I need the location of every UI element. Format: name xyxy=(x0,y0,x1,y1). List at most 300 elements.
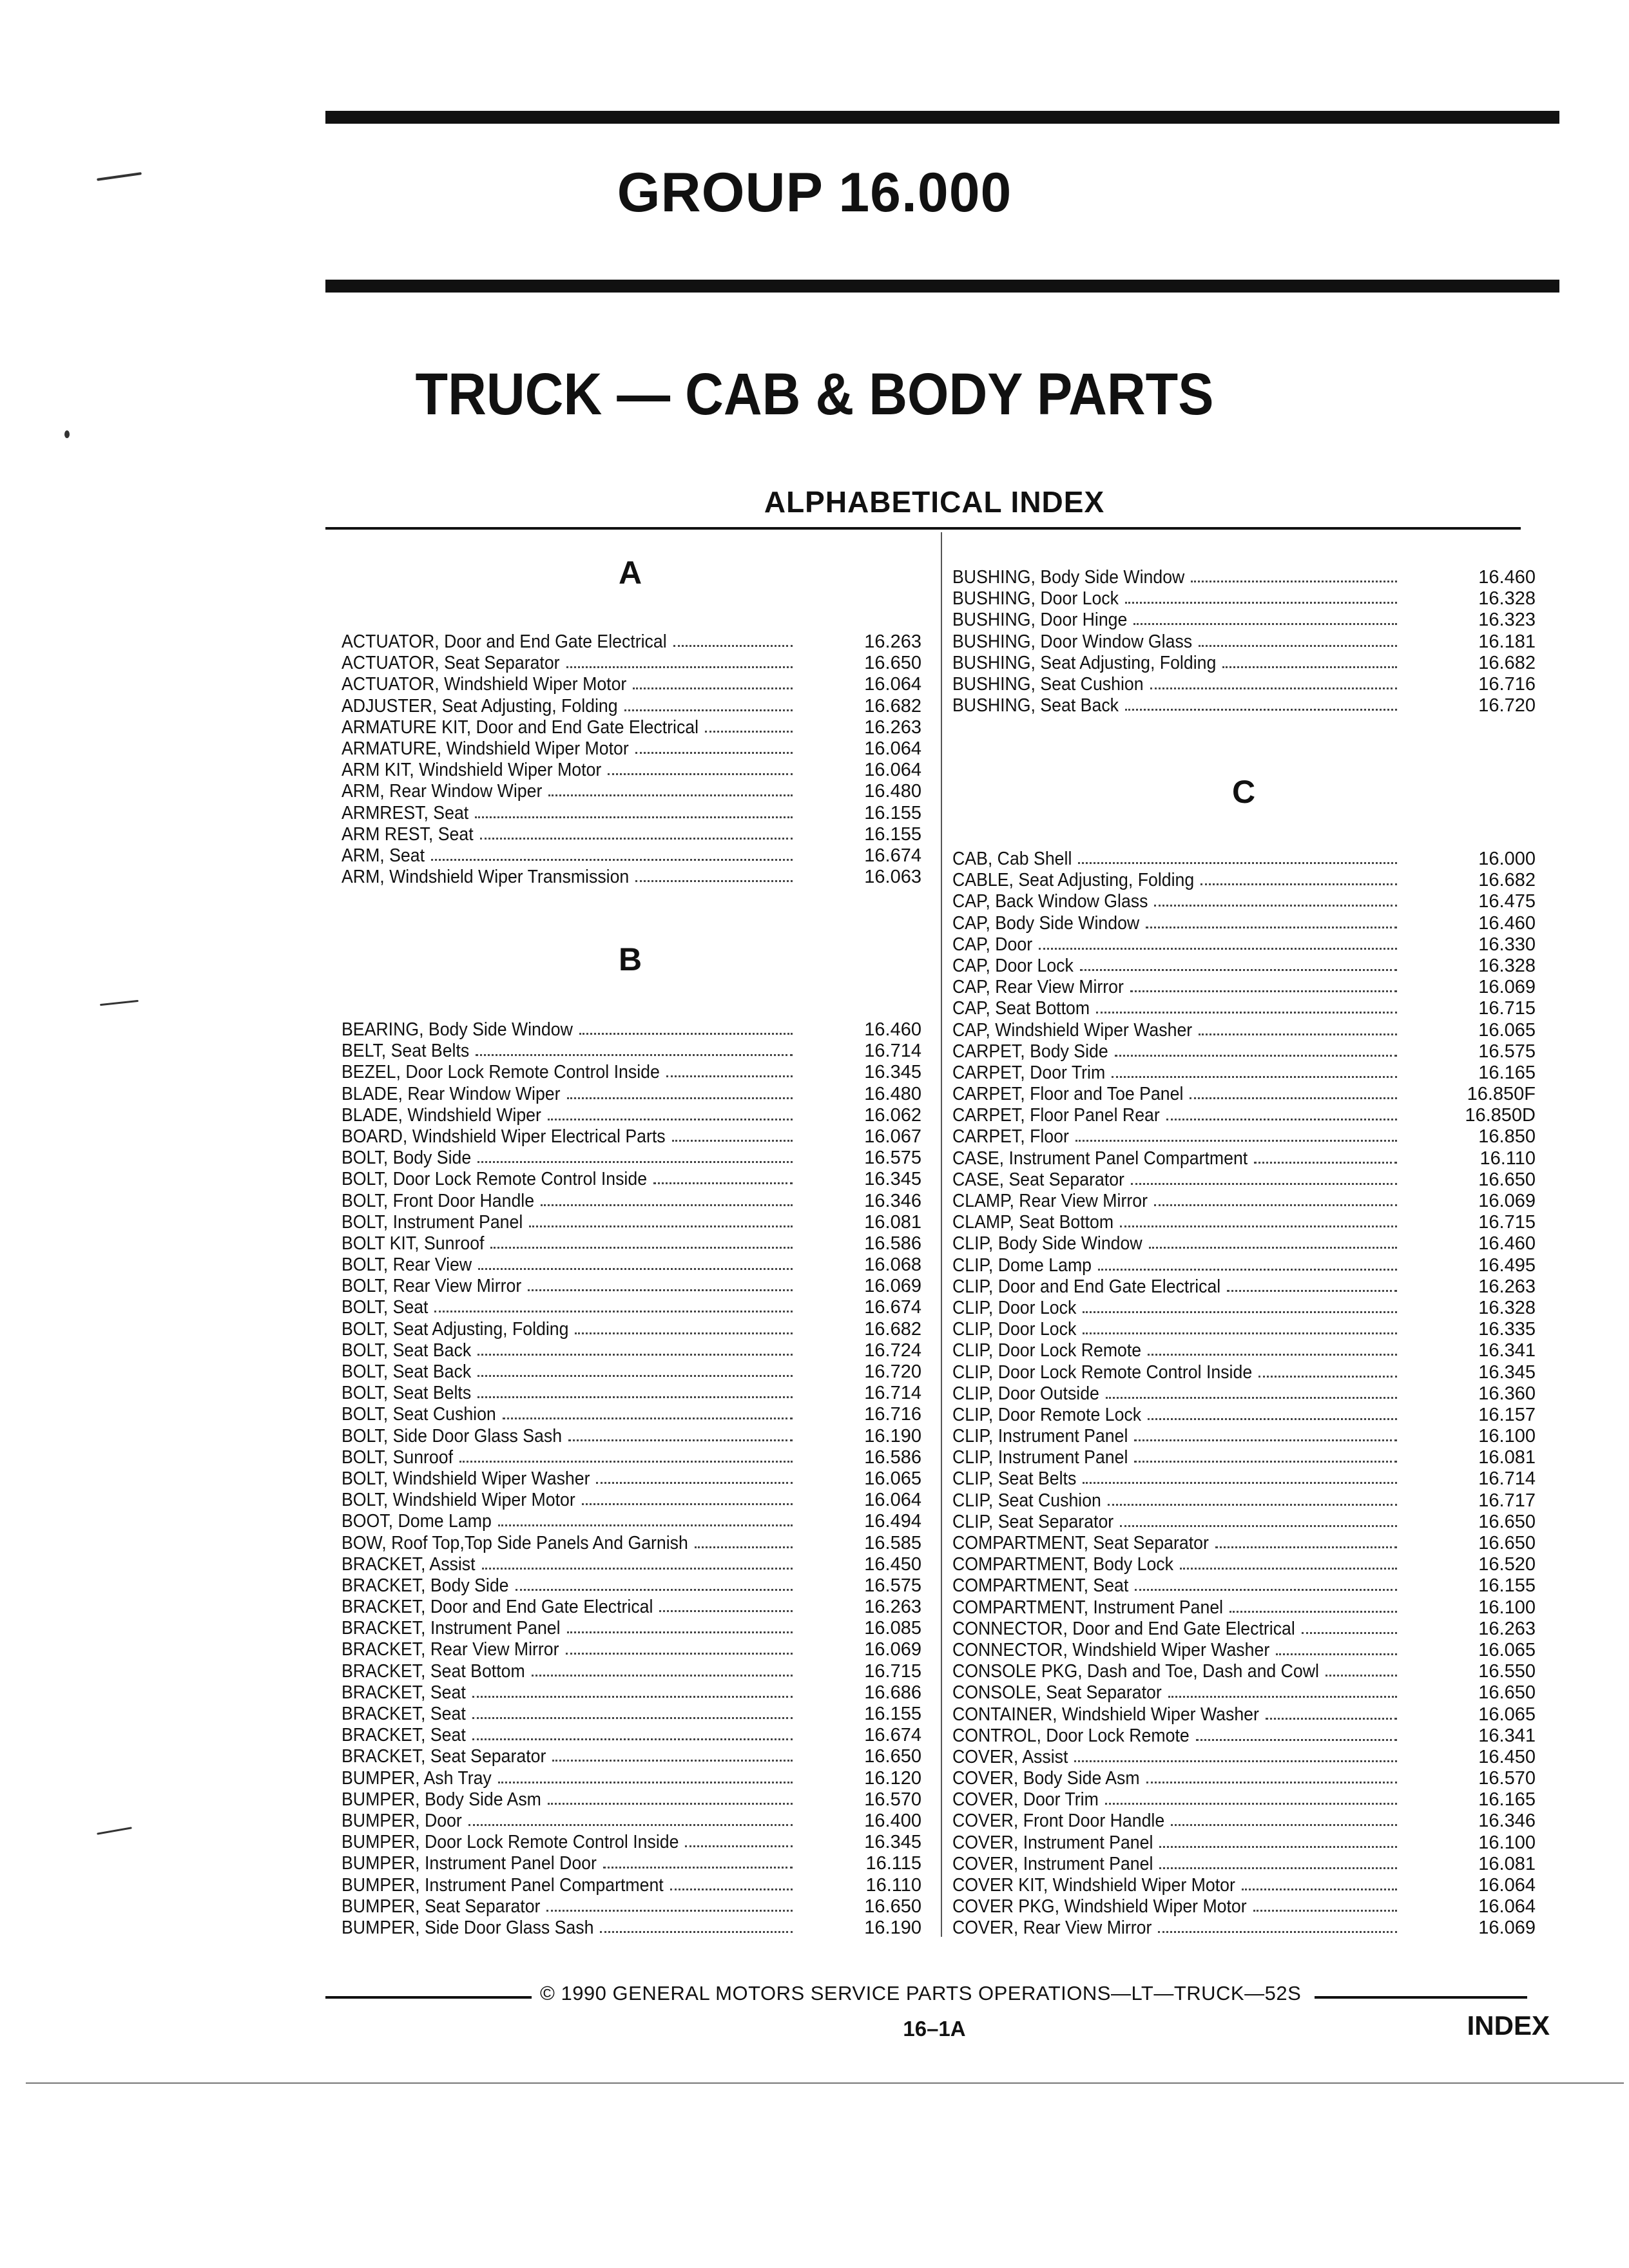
index-entry-page: 16.575 xyxy=(1478,1041,1536,1062)
index-entry xyxy=(952,1619,1536,1640)
index-entry-term: CLIP, Dome Lamp xyxy=(952,1254,1092,1276)
index-entry-term: BUMPER, Door xyxy=(342,1810,462,1831)
index-entry-term: ARM, Seat xyxy=(342,845,425,866)
dot-leader xyxy=(476,1054,793,1056)
dot-leader xyxy=(1149,1247,1397,1249)
index-entry-page: 16.335 xyxy=(1478,1319,1536,1340)
dot-leader xyxy=(478,1268,793,1270)
index-entry-term: ARMATURE, Windshield Wiper Motor xyxy=(342,738,629,759)
index-entry-term: BOLT, Body Side xyxy=(342,1148,472,1169)
index-entry-term: BOLT, Door Lock Remote Control Inside xyxy=(342,1169,648,1190)
index-entry-page: 16.328 xyxy=(1478,588,1536,610)
dot-leader xyxy=(673,645,793,647)
dot-leader xyxy=(477,1161,793,1163)
index-entry xyxy=(952,1533,1536,1554)
index-entry xyxy=(342,1725,921,1746)
dot-leader xyxy=(1131,1183,1397,1185)
dot-leader xyxy=(566,1653,793,1655)
index-entry-term: BUSHING, Seat Back xyxy=(952,695,1119,716)
index-entry-page: 16.000 xyxy=(1478,849,1536,869)
index-entry-term: COVER PKG, Windshield Wiper Motor xyxy=(952,1896,1247,1917)
index-entry-page: 16.674 xyxy=(864,1725,921,1746)
index-entry xyxy=(952,1554,1536,1575)
index-entry-term: CAP, Door xyxy=(952,934,1033,955)
footer-rule-right xyxy=(1315,1996,1527,1999)
index-entry-term: CARPET, Floor xyxy=(952,1126,1069,1148)
dot-leader xyxy=(1148,1354,1397,1356)
index-entry-page: 16.650 xyxy=(1478,1533,1536,1553)
index-entry-term: BUSHING, Seat Adjusting, Folding xyxy=(952,652,1217,673)
index-entry-page: 16.520 xyxy=(1478,1554,1536,1575)
index-entry-page: 16.345 xyxy=(864,1062,921,1083)
index-entry-term: BUMPER, Ash Tray xyxy=(342,1767,492,1789)
index-entry-term: BOLT, Seat xyxy=(342,1297,429,1318)
index-entry-term: BUMPER, Instrument Panel Door xyxy=(342,1853,597,1874)
index-entry-term: CLAMP, Seat Bottom xyxy=(952,1212,1114,1233)
index-entry-term: BRACKET, Door and End Gate Electrical xyxy=(342,1597,653,1618)
index-entry xyxy=(952,1768,1536,1789)
dot-leader xyxy=(546,1910,793,1912)
index-entry-term: BLADE, Windshield Wiper xyxy=(342,1104,541,1126)
index-entry xyxy=(952,1917,1536,1939)
dot-leader xyxy=(1039,948,1397,950)
index-entry xyxy=(952,1062,1536,1084)
dot-leader xyxy=(659,1610,793,1612)
index-entry-term: BUMPER, Body Side Asm xyxy=(342,1789,541,1810)
index-entry xyxy=(952,653,1536,674)
index-entry-page: 16.850 xyxy=(1478,1126,1536,1148)
dot-leader xyxy=(1120,1225,1397,1227)
index-entry-term: CAP, Rear View Mirror xyxy=(952,977,1124,998)
index-entry xyxy=(952,1747,1536,1768)
index-entry xyxy=(342,674,921,695)
index-entry-term: BOLT, Seat Cushion xyxy=(342,1404,496,1425)
index-entry xyxy=(342,1062,921,1083)
index-entry xyxy=(952,1704,1536,1725)
index-entry-page: 16.460 xyxy=(1478,1233,1536,1254)
index-entry-term: BELT, Seat Belts xyxy=(342,1041,470,1062)
index-entry-page: 16.715 xyxy=(1478,1212,1536,1233)
index-entry-term: CLIP, Door Remote Lock xyxy=(952,1404,1142,1425)
index-entry xyxy=(952,1811,1536,1832)
index-entry-term: ARM REST, Seat xyxy=(342,823,474,845)
index-entry-page: 16.715 xyxy=(1478,998,1536,1019)
index-entry-term: BUSHING, Seat Cushion xyxy=(952,673,1144,695)
dot-leader xyxy=(477,1354,793,1356)
index-entry xyxy=(342,1447,921,1468)
index-entry-page: 16.064 xyxy=(1478,1875,1536,1896)
group-title: GROUP 16.000 xyxy=(617,162,1012,224)
index-entry-page: 16.682 xyxy=(1478,870,1536,891)
index-entry-term: CLIP, Door Lock Remote Control Inside xyxy=(952,1361,1253,1383)
dot-leader xyxy=(1083,1482,1397,1484)
index-entry xyxy=(952,998,1536,1019)
index-entry-page: 16.674 xyxy=(864,845,921,866)
index-entry-term: COVER, Door Trim xyxy=(952,1789,1099,1811)
dot-leader xyxy=(635,880,793,882)
index-entry-page: 16.330 xyxy=(1478,934,1536,955)
index-entry xyxy=(952,1362,1536,1383)
index-entry xyxy=(342,781,921,802)
index-entry-page: 16.650 xyxy=(864,1746,921,1767)
index-entry xyxy=(952,1148,1536,1169)
index-entry xyxy=(342,631,921,653)
index-entry-term: CLIP, Seat Separator xyxy=(952,1511,1114,1532)
index-entry-term: CAP, Back Window Glass xyxy=(952,891,1148,912)
index-entry-term: BOLT, Side Door Glass Sash xyxy=(342,1425,563,1446)
index-entry xyxy=(952,1447,1536,1468)
index-entry xyxy=(952,913,1536,934)
index-title: ALPHABETICAL INDEX xyxy=(764,485,1105,519)
dot-leader xyxy=(1229,1611,1397,1613)
index-entry xyxy=(952,674,1536,695)
index-entry-page: 16.345 xyxy=(1478,1361,1536,1383)
index-entry xyxy=(342,867,921,888)
index-entry-term: ARMATURE KIT, Door and End Gate Electrical xyxy=(342,716,699,738)
index-entry xyxy=(342,760,921,781)
index-entry-page: 16.720 xyxy=(864,1361,921,1382)
index-entry xyxy=(342,1682,921,1704)
dot-leader xyxy=(475,816,793,818)
index-entry-page: 16.360 xyxy=(1478,1383,1536,1404)
index-entry-page: 16.480 xyxy=(864,781,921,802)
index-entry-term: CARPET, Floor and Toe Panel xyxy=(952,1084,1184,1105)
index-entry-term: CLIP, Door Lock xyxy=(952,1319,1077,1340)
dot-leader xyxy=(1254,1162,1397,1164)
dot-leader xyxy=(1098,1269,1397,1271)
index-entry-page: 16.065 xyxy=(1478,1019,1536,1041)
index-entry xyxy=(952,1340,1536,1361)
dot-leader xyxy=(459,1461,793,1463)
dot-leader xyxy=(1166,1119,1397,1120)
index-entry xyxy=(952,1875,1536,1896)
index-entry-term: BOLT, Seat Back xyxy=(342,1361,472,1382)
dot-leader xyxy=(568,1439,793,1441)
index-entry-term: COMPARTMENT, Body Lock xyxy=(952,1554,1173,1575)
index-entry-page: 16.341 xyxy=(1478,1725,1536,1746)
index-entry-page: 16.724 xyxy=(864,1340,921,1361)
dot-leader xyxy=(1159,1867,1397,1869)
dot-leader xyxy=(603,1867,793,1869)
index-entry xyxy=(342,1212,921,1233)
dot-leader xyxy=(1130,990,1397,992)
dot-leader xyxy=(1133,623,1397,625)
index-entry-page: 16.068 xyxy=(864,1254,921,1276)
index-entry xyxy=(342,1618,921,1639)
dot-leader xyxy=(633,687,793,689)
index-entry-page: 16.341 xyxy=(1478,1340,1536,1361)
index-entry-page: 16.346 xyxy=(864,1190,921,1211)
index-entry-term: ACTUATOR, Seat Separator xyxy=(342,653,560,674)
index-entry xyxy=(342,1811,921,1832)
index-entry-page: 16.064 xyxy=(1478,1896,1536,1917)
footer-rule-left xyxy=(325,1996,532,1999)
index-entry-page: 16.850F xyxy=(1467,1084,1536,1105)
index-entry-page: 16.263 xyxy=(1478,1276,1536,1297)
dot-leader xyxy=(532,1675,793,1677)
index-entry-term: ARMREST, Seat xyxy=(342,802,469,823)
index-entry-page: 16.181 xyxy=(1478,631,1536,652)
index-entry xyxy=(342,1490,921,1511)
index-entry-page: 16.190 xyxy=(864,1425,921,1446)
index-entry-page: 16.065 xyxy=(864,1468,921,1489)
index-entry xyxy=(342,824,921,845)
index-entry xyxy=(952,1383,1536,1405)
dot-leader xyxy=(477,1375,793,1377)
index-entry xyxy=(952,1105,1536,1126)
index-entry-page: 16.157 xyxy=(1478,1404,1536,1425)
index-entry xyxy=(952,934,1536,956)
dot-leader xyxy=(1168,1696,1397,1698)
index-entry xyxy=(342,1661,921,1682)
index-entry xyxy=(342,1019,921,1041)
index-entry xyxy=(342,1704,921,1725)
index-entry-page: 16.165 xyxy=(1478,1789,1536,1811)
index-entry-page: 16.475 xyxy=(1478,891,1536,912)
index-entry-page: 16.714 xyxy=(864,1383,921,1404)
index-entry-term: BRACKET, Seat xyxy=(342,1704,466,1724)
index-entry-term: BOLT, Windshield Wiper Washer xyxy=(342,1468,590,1489)
index-entry-term: ADJUSTER, Seat Adjusting, Folding xyxy=(342,695,618,716)
index-entry-page: 16.100 xyxy=(1478,1832,1536,1853)
index-entry-term: BUSHING, Door Window Glass xyxy=(952,631,1193,652)
dot-leader xyxy=(1150,687,1397,689)
index-entry xyxy=(342,1105,921,1126)
page-number: 16–1A xyxy=(903,2017,966,2041)
index-entry-term: CLIP, Instrument Panel xyxy=(952,1426,1128,1447)
index-entry-term: BEARING, Body Side Window xyxy=(342,1019,573,1040)
dot-leader xyxy=(1276,1653,1397,1655)
dot-leader xyxy=(1148,1418,1397,1420)
dot-leader xyxy=(1171,1824,1397,1826)
index-entry-page: 16.586 xyxy=(864,1233,921,1254)
index-entry xyxy=(952,1233,1536,1254)
index-entry-term: CONTROL, Door Lock Remote xyxy=(952,1725,1190,1746)
index-entry-page: 16.100 xyxy=(1478,1426,1536,1447)
index-entry-page: 16.686 xyxy=(864,1682,921,1703)
dot-leader xyxy=(1302,1632,1397,1634)
dot-leader xyxy=(490,1247,793,1249)
index-entry-page: 16.115 xyxy=(865,1853,921,1874)
index-entry xyxy=(952,1661,1536,1682)
dot-leader xyxy=(1105,1803,1397,1805)
index-entry-term: BOLT KIT, Sunroof xyxy=(342,1233,485,1254)
index-entry xyxy=(952,1191,1536,1212)
index-entry xyxy=(952,1468,1536,1490)
index-entry-page: 16.155 xyxy=(864,802,921,823)
dot-leader xyxy=(1158,1931,1397,1933)
index-entry xyxy=(342,1468,921,1490)
index-entry-page: 16.081 xyxy=(864,1211,921,1233)
index-entry-page: 16.328 xyxy=(1478,955,1536,976)
dot-leader xyxy=(705,731,793,733)
dot-leader xyxy=(1080,969,1397,971)
dot-leader xyxy=(1200,883,1397,885)
index-entry xyxy=(342,1832,921,1853)
index-entry-page: 16.550 xyxy=(1478,1661,1536,1682)
index-entry-page: 16.064 xyxy=(864,760,921,781)
index-entry-term: BEZEL, Door Lock Remote Control Inside xyxy=(342,1062,660,1083)
index-entry-page: 16.450 xyxy=(1478,1746,1536,1767)
index-entry-page: 16.110 xyxy=(865,1874,921,1896)
index-entry-term: BOLT, Rear View xyxy=(342,1254,472,1276)
index-entry-page: 16.263 xyxy=(864,716,921,738)
dot-leader xyxy=(1191,581,1397,582)
dot-leader xyxy=(579,1033,793,1035)
dot-leader xyxy=(566,666,793,668)
index-entry xyxy=(342,1126,921,1148)
index-entry-page: 16.714 xyxy=(864,1041,921,1062)
index-entry-term: CABLE, Seat Adjusting, Folding xyxy=(952,870,1195,891)
index-entry-page: 16.263 xyxy=(864,1597,921,1618)
dot-leader xyxy=(695,1546,793,1548)
index-entry xyxy=(952,1789,1536,1811)
index-entry-term: CONNECTOR, Windshield Wiper Washer xyxy=(952,1639,1270,1660)
index-entry-term: CAP, Windshield Wiper Washer xyxy=(952,1019,1193,1041)
index-entry-page: 16.100 xyxy=(1478,1597,1536,1618)
section-letter-c: C xyxy=(1231,774,1256,810)
index-entry xyxy=(952,1512,1536,1533)
dot-leader xyxy=(1146,1782,1397,1783)
dot-leader xyxy=(670,1888,793,1890)
index-entry-term: BOLT, Seat Back xyxy=(342,1340,472,1361)
index-entry-page: 16.190 xyxy=(864,1917,921,1938)
index-entry xyxy=(952,631,1536,653)
index-entry-term: COMPARTMENT, Instrument Panel xyxy=(952,1597,1224,1618)
index-entry-term: COMPARTMENT, Seat xyxy=(952,1575,1129,1597)
index-entry xyxy=(952,1426,1536,1447)
index-entry-page: 16.345 xyxy=(864,1832,921,1853)
dot-leader xyxy=(516,1589,793,1591)
index-label: INDEX xyxy=(1467,2010,1550,2041)
index-entry xyxy=(342,1896,921,1917)
index-entry-term: ARM KIT, Windshield Wiper Motor xyxy=(342,760,602,781)
index-entry-term: CAP, Door Lock xyxy=(952,955,1074,976)
index-entry xyxy=(342,1169,921,1190)
index-entry-page: 16.069 xyxy=(864,1276,921,1297)
index-entry-term: BOLT, Instrument Panel xyxy=(342,1211,523,1233)
index-entry xyxy=(342,717,921,738)
dot-leader xyxy=(477,1396,793,1398)
index-entry xyxy=(952,567,1536,588)
index-entry xyxy=(342,1191,921,1212)
dot-leader xyxy=(1134,1461,1397,1463)
dot-leader xyxy=(482,1568,793,1570)
index-entry xyxy=(952,849,1536,870)
index-entry xyxy=(952,891,1536,912)
dot-leader xyxy=(498,1782,793,1783)
index-entry-term: BOARD, Windshield Wiper Electrical Parts xyxy=(342,1126,666,1147)
index-title-rule xyxy=(325,527,1521,530)
index-entry-page: 16.328 xyxy=(1478,1297,1536,1318)
dot-leader xyxy=(666,1075,793,1077)
index-entry xyxy=(342,1426,921,1447)
dot-leader xyxy=(1253,1910,1397,1912)
index-entry-term: CLIP, Seat Cushion xyxy=(952,1490,1101,1511)
index-entry-page: 16.065 xyxy=(1478,1639,1536,1660)
index-entry xyxy=(952,1298,1536,1319)
index-entry-term: CASE, Instrument Panel Compartment xyxy=(952,1148,1248,1169)
dot-leader xyxy=(548,794,793,796)
top-heavy-rule xyxy=(325,111,1559,124)
index-entry-term: BUSHING, Body Side Window xyxy=(952,567,1185,588)
index-entry xyxy=(952,956,1536,977)
dot-leader xyxy=(635,752,793,754)
index-entry-term: CARPET, Floor Panel Rear xyxy=(952,1105,1160,1126)
dot-leader xyxy=(552,1760,793,1762)
index-entry-page: 16.064 xyxy=(864,674,921,695)
index-entry-page: 16.674 xyxy=(864,1297,921,1318)
dot-leader xyxy=(529,1225,793,1227)
index-entry-term: BRACKET, Body Side xyxy=(342,1575,509,1596)
index-entry-page: 16.120 xyxy=(864,1767,921,1789)
index-entry xyxy=(342,1597,921,1618)
index-entry-page: 16.069 xyxy=(1478,1917,1536,1939)
index-entry-page: 16.682 xyxy=(864,695,921,716)
dot-leader xyxy=(575,1332,793,1334)
index-entry-term: CONNECTOR, Door and End Gate Electrical xyxy=(952,1618,1295,1639)
index-entry xyxy=(952,977,1536,998)
index-entry-page: 16.682 xyxy=(864,1318,921,1340)
section-letter-a: A xyxy=(618,555,642,591)
index-entry-page: 16.345 xyxy=(864,1169,921,1190)
dot-leader xyxy=(1154,905,1397,907)
dot-leader xyxy=(1106,1397,1397,1399)
index-entry xyxy=(952,1405,1536,1426)
index-entry-term: CAP, Body Side Window xyxy=(952,912,1140,934)
index-entry-page: 16.155 xyxy=(864,823,921,845)
index-entry-term: BOW, Roof Top,Top Side Panels And Garnish xyxy=(342,1532,688,1553)
index-entry-page: 16.165 xyxy=(1478,1062,1536,1083)
index-entry-term: CONTAINER, Windshield Wiper Washer xyxy=(952,1704,1259,1725)
index-entry xyxy=(342,1404,921,1425)
index-entry-page: 16.323 xyxy=(1478,610,1536,631)
index-entry-term: BOLT, Windshield Wiper Motor xyxy=(342,1490,575,1511)
index-entry-page: 16.069 xyxy=(864,1639,921,1660)
index-entry xyxy=(952,1490,1536,1512)
dot-leader xyxy=(1266,1718,1397,1720)
index-entry-term: BUSHING, Door Hinge xyxy=(952,610,1128,631)
index-entry-page: 16.063 xyxy=(864,867,921,888)
index-entry-term: CARPET, Body Side xyxy=(952,1041,1108,1062)
index-entry-page: 16.586 xyxy=(864,1446,921,1468)
dot-leader xyxy=(1190,1097,1397,1099)
index-entry-term: BOOT, Dome Lamp xyxy=(342,1511,492,1532)
index-entry xyxy=(952,1255,1536,1276)
dot-leader xyxy=(1108,1504,1397,1506)
index-entry-term: CLIP, Instrument Panel xyxy=(952,1447,1128,1468)
index-entry-page: 16.575 xyxy=(864,1148,921,1169)
dot-leader xyxy=(431,859,793,861)
index-entry-term: BUMPER, Instrument Panel Compartment xyxy=(342,1874,664,1896)
index-entry-page: 16.650 xyxy=(1478,1511,1536,1532)
index-list-a xyxy=(342,631,921,888)
dot-leader xyxy=(1154,1204,1397,1206)
index-entry-term: COVER KIT, Windshield Wiper Motor xyxy=(952,1875,1235,1896)
scan-speck xyxy=(100,1000,139,1006)
index-entry-term: CARPET, Door Trim xyxy=(952,1062,1106,1083)
index-list-b xyxy=(342,1019,921,1939)
index-list-c xyxy=(952,849,1536,1939)
index-entry xyxy=(342,1276,921,1297)
index-entry xyxy=(342,1297,921,1318)
index-entry-term: COVER, Assist xyxy=(952,1746,1068,1767)
index-entry xyxy=(342,1148,921,1169)
index-entry-term: BOLT, Sunroof xyxy=(342,1446,454,1468)
index-entry-term: CONSOLE, Seat Separator xyxy=(952,1682,1162,1704)
dot-leader xyxy=(1180,1568,1397,1570)
index-entry xyxy=(342,653,921,674)
